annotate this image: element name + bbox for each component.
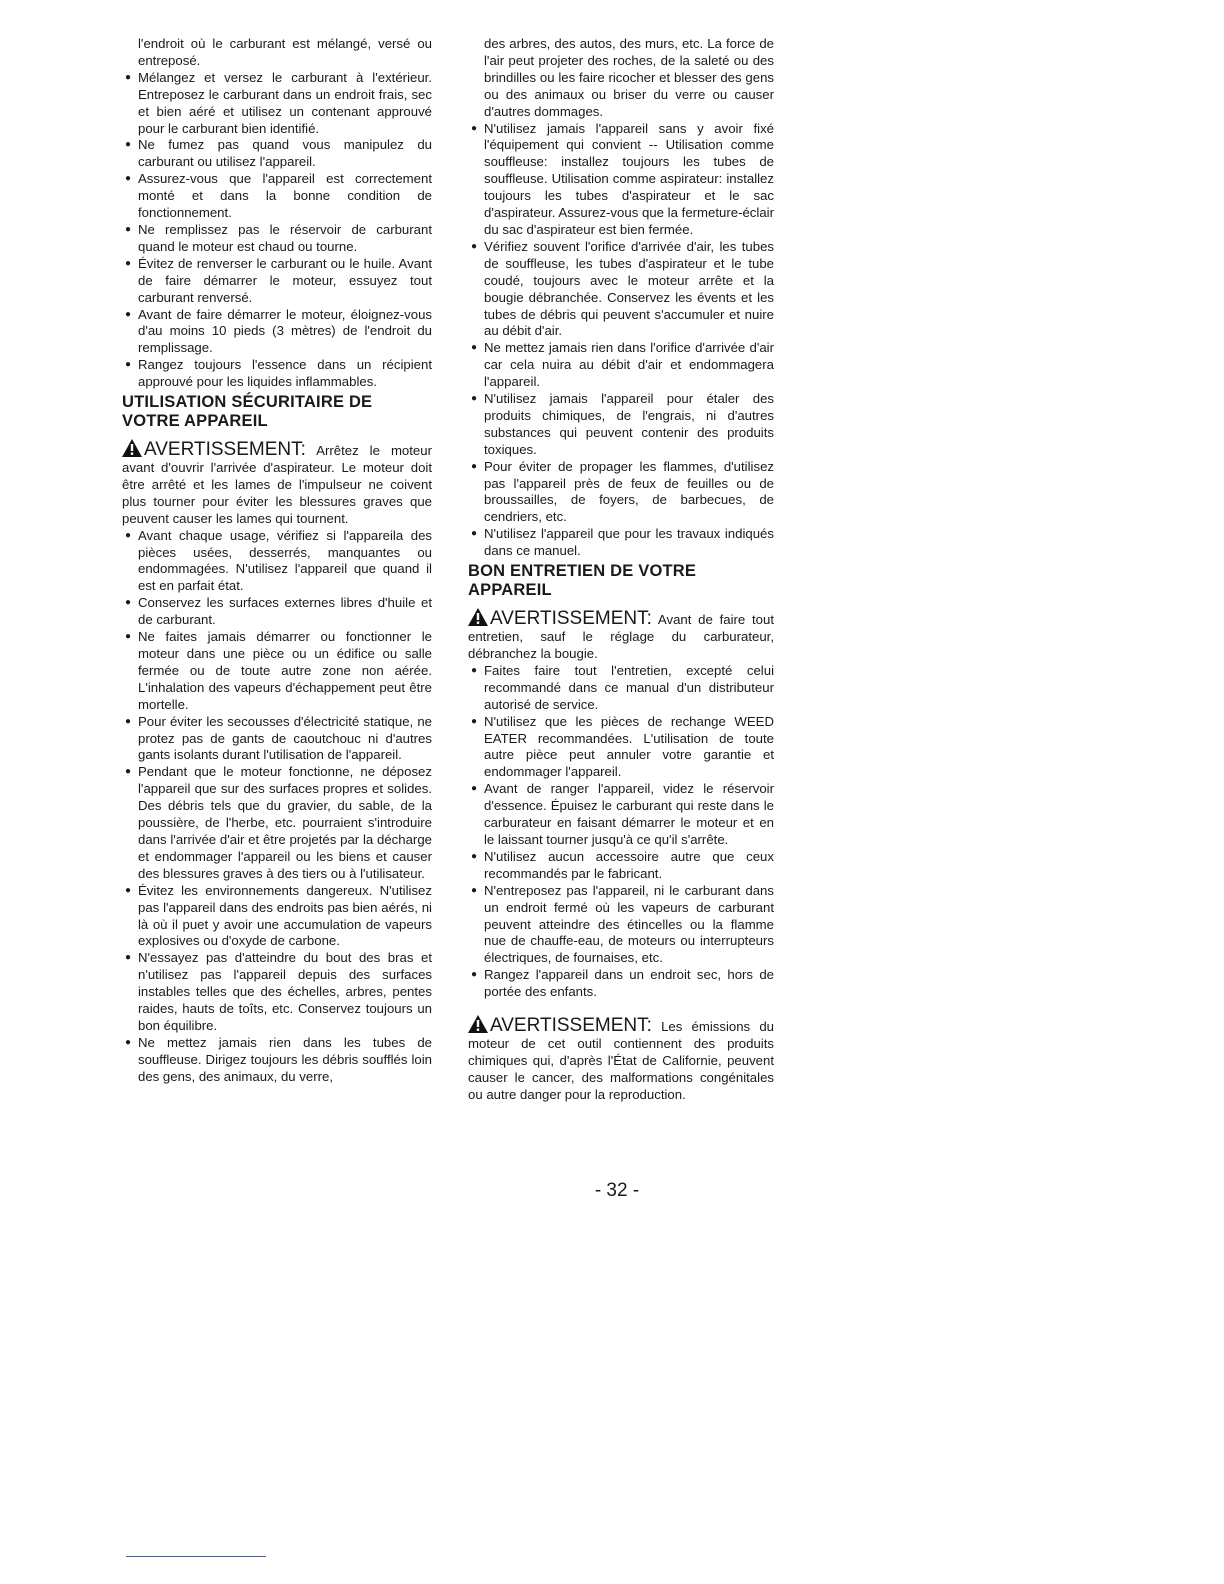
warning-triangle-icon xyxy=(468,1015,488,1033)
bullet-icon: ● xyxy=(125,597,132,609)
warning-triangle-icon xyxy=(468,608,488,626)
warning-label-group xyxy=(468,608,652,629)
list-item xyxy=(122,307,432,358)
bullet-icon: ● xyxy=(471,850,478,862)
list-item-text: Vérifiez souvent l'orifice d'arrivée d'air, les tubes de souffleuse, les tubes d'aspirateur et le tube coudé, toujours avec le moteur arrête et la bougie débranchée. Conservez les évents et les tubes de débris qui peuvent s'accumuler et nuire au débit d'air. xyxy=(484,238,774,339)
list-item xyxy=(122,357,432,391)
bullet-icon: ● xyxy=(471,240,478,252)
warning-label: AVERTISSEMENT: xyxy=(490,608,652,630)
list-item-text: Pour éviter les secousses d'électricité statique, ne protez pas de gants de caoutchouc ni d'autres gants isolants durant l'utilisation de l'appareil. xyxy=(138,713,432,763)
bullet-icon: ● xyxy=(471,715,478,727)
bullet-icon: ● xyxy=(471,528,478,540)
bullet-icon: ● xyxy=(125,1036,132,1048)
list-item xyxy=(122,222,432,256)
bullet-icon: ● xyxy=(125,223,132,235)
list-item-text: N'utilisez aucun accessoire autre que ceux recommandés par le fabricant. xyxy=(484,848,774,881)
bullet-icon: ● xyxy=(471,342,478,354)
warning-triangle-icon xyxy=(122,439,142,457)
maintenance-list xyxy=(468,663,774,1001)
list-item-text: N'utilisez que les pièces de rechange WEED EATER recommandées. L'utilisation de toute autre pièce peut annuler votre garantie et endommager l'appareil. xyxy=(484,713,774,780)
list-item xyxy=(468,340,774,391)
warning-block xyxy=(122,439,432,528)
list-item-text: Ne mettez jamais rien dans les tubes de souffleuse. Dirigez toujours les débris soufflés loin des gens, des animaux, du verre, xyxy=(138,1034,432,1084)
warning-label: AVERTISSEMENT: xyxy=(490,1015,652,1037)
list-item xyxy=(122,256,432,307)
warning-label-group xyxy=(468,1015,652,1036)
list-item-text: Avant chaque usage, vérifiez si l'appareila des pièces usées, desserrés, manquantes ou endommagées. N'utilisez l'appareil que quand il est en parfait état. xyxy=(138,527,432,594)
safe-use-list-continued xyxy=(468,121,774,561)
list-item xyxy=(122,1035,432,1086)
warning-block xyxy=(468,608,774,663)
list-item-text: N'essayez pas d'atteindre du bout des bras et n'utilisez pas l'appareil depuis des surfaces instables telles que des échelles, arbres, pentes raides, hauts de toîts, etc. Conservez toujours un bon équilibre. xyxy=(138,950,432,1033)
list-item xyxy=(468,883,774,968)
list-item xyxy=(468,781,774,849)
warning-label-group xyxy=(122,439,306,460)
section-heading-maintenance: BON ENTRETIEN DE VOTRE APPAREIL xyxy=(468,562,697,600)
list-item-text: Ne mettez jamais rien dans l'orifice d'arrivée d'air car cela nuira au débit d'air et endommagera l'appareil. xyxy=(484,340,774,390)
list-item xyxy=(468,239,774,340)
bullet-icon: ● xyxy=(125,359,132,371)
bullet-icon: ● xyxy=(471,884,478,896)
continuation-text: l'endroit où le carburant est mélangé, versé ou entreposé. xyxy=(138,36,432,68)
list-item xyxy=(468,121,774,239)
list-item-text: Rangez l'appareil dans un endroit sec, hors de portée des enfants. xyxy=(484,967,774,1000)
warning-label: AVERTISSEMENT: xyxy=(144,439,306,461)
list-item xyxy=(468,849,774,883)
list-item-text: N'entreposez pas l'appareil, ni le carburant dans un endroit fermé où les vapeurs de carburant peuvent atteindre des étincelles ou la flamme nue de chauffe-eau, de moteurs ou interrupteurs électriques, de fournaises, etc. xyxy=(484,882,774,966)
list-item xyxy=(122,764,432,882)
list-item xyxy=(468,459,774,527)
list-item xyxy=(122,883,432,951)
list-item-text: N'utilisez jamais l'appareil pour étaler des produits chimiques, de l'engrais, ni d'autres substances qui peuvent contenir des produits toxiques. xyxy=(484,391,774,457)
list-item-text: Pendant que le moteur fonctionne, ne déposez l'appareil que sur des surfaces propres et solides. Des débris tels que du gravier, du sable, de la poussière, de l'herbe, etc. pourraient s'introduire dans l'arrivée d'air et être projetés par la décharge et endommager l'appareil ou les biens et causer des blessures graves à des tiers ou à l'utilisateur. xyxy=(138,764,432,881)
list-item xyxy=(122,528,432,596)
list-item xyxy=(468,663,774,714)
list-item-text: Avant de faire démarrer le moteur, éloignez-vous d'au moins 10 pieds (3 mètres) de l'endroit du remplissage. xyxy=(138,306,432,356)
list-item-text: Rangez toujours l'essence dans un récipient approuvé pour les liquides inflammables. xyxy=(138,357,432,390)
list-item-text: Mélangez et versez le carburant à l'extérieur. Entreposez le carburant dans un endroit frais, sec et bien aéré et utilisez un contenant approuvé pour le carburant bien identifié. xyxy=(138,69,432,136)
list-item-text: N'utilisez l'appareil que pour les travaux indiqués dans ce manuel. xyxy=(484,526,774,559)
bullet-icon: ● xyxy=(125,715,132,727)
bullet-icon: ● xyxy=(125,308,132,320)
warning-block-emissions xyxy=(468,1015,774,1104)
bullet-icon: ● xyxy=(471,783,478,795)
list-item-text: Évitez de renverser le carburant ou le huile. Avant de faire démarrer le moteur, essuyez tout carburant renversé. xyxy=(138,255,432,305)
list-item xyxy=(468,526,774,560)
list-item-text: Faites faire tout l'entretien, excepté celui recommandé dans ce manual d'un distributeur autorisé de service. xyxy=(484,662,774,712)
bullet-icon: ● xyxy=(125,631,132,643)
bullet-icon: ● xyxy=(471,460,478,472)
right-column xyxy=(468,36,774,1104)
bullet-icon: ● xyxy=(471,664,478,676)
bullet-icon: ● xyxy=(471,969,478,981)
list-item xyxy=(468,714,774,782)
bullet-icon: ● xyxy=(471,122,478,134)
list-item xyxy=(122,171,432,222)
footer-rule xyxy=(126,1556,266,1557)
warning-text: Arrêtez le moteur avant d'ouvrir l'arrivée d'aspirateur. Le moteur doit être arrêté et les lames de l'impulseur ne coivent plus tourner pour éviter les blessures graves que peuvent causer les lames qui tournent. xyxy=(122,443,432,526)
list-item-text: Ne fumez pas quand vous manipulez du carburant ou utilisez l'appareil. xyxy=(138,137,432,170)
bullet-icon: ● xyxy=(125,173,132,185)
bullet-icon: ● xyxy=(471,393,478,405)
bullet-icon: ● xyxy=(125,257,132,269)
bullet-icon: ● xyxy=(125,529,132,541)
bullet-icon: ● xyxy=(125,884,132,896)
list-item xyxy=(122,950,432,1035)
list-item-text: Ne faites jamais démarrer ou fonctionner le moteur dans une pièce ou un édifice ou salle fermée ou de toute autre zone non aérée. L'inhalation des vapeurs d'échappement peut être mortelle. xyxy=(138,629,432,712)
list-item xyxy=(468,967,774,1001)
list-item-text: N'utilisez jamais l'appareil sans y avoir fixé l'équipement qui convient -- Utilisation comme souffleuse: installez toujours les tubes de souffleuse. Utilisation comme aspirateur: installez toujours les tubes d'aspirateur et le sac d'aspirateur. Assurez-vous que la fermeture-éclair du sac d'aspirateur est bien fermée. xyxy=(484,120,774,237)
list-item xyxy=(122,137,432,171)
list-item-text: Assurez-vous que l'appareil est correctement monté et dans la bonne condition de fonctionnement. xyxy=(138,171,432,221)
bullet-icon: ● xyxy=(125,952,132,964)
list-item-text: Avant de ranger l'appareil, videz le réservoir d'essence. Épuisez le carburant qui reste dans le carburateur en faisant démarrer le moteur et en le laissant tourner jusqu'à ce qu'il s'arrête. xyxy=(484,781,774,847)
page-number: - 32 - xyxy=(594,1180,640,1201)
list-item-text: Conservez les surfaces externes libres d'huile et de carburant. xyxy=(138,595,432,628)
list-item xyxy=(122,714,432,765)
warning-text: Les émissions du moteur de cet outil contiennent des produits chimiques qui, d'après l'État de Californie, peuvent causer le cancer, des malformations congénitales ou autre danger pour la reproduction. xyxy=(468,1019,774,1102)
left-column xyxy=(122,36,432,1086)
bullet-icon: ● xyxy=(125,766,132,778)
bullet-icon: ● xyxy=(125,139,132,151)
list-item xyxy=(122,70,432,138)
safe-use-list xyxy=(122,528,432,1086)
list-item-text: Pour éviter de propager les flammes, d'utilisez pas l'appareil près de feux de feuilles ou de broussailles, de foyers, de barbecues, de cendriers, etc. xyxy=(484,458,774,525)
continuation-text: des arbres, des autos, des murs, etc. La force de l'air peut projeter des roches, de la saleté ou des brindilles ou les faire ricocher et blesser des gens ou des animaux ou briser du verre ou causer d'autres dommages. xyxy=(484,36,774,119)
list-item-text: Ne remplissez pas le réservoir de carburant quand le moteur est chaud ou tourne. xyxy=(138,221,432,254)
bullet-icon: ● xyxy=(125,71,132,83)
list-item xyxy=(122,595,432,629)
warning-text: Avant de faire tout entretien, sauf le réglage du carburateur, débranchez la bougie. xyxy=(468,612,774,661)
list-item-text: Évitez les environnements dangereux. N'utilisez pas l'appareil dans des endroits pas bien aérés, ni là où il puet y avoir une accumulation de vapeurs explosives ou d'oxyde de carbone. xyxy=(138,882,432,949)
list-item xyxy=(468,391,774,459)
fuel-safety-list xyxy=(122,70,432,391)
section-heading-safe-use: UTILISATION SÉCURITAIRE DE VOTRE APPAREIL xyxy=(122,393,373,431)
list-item xyxy=(122,629,432,714)
